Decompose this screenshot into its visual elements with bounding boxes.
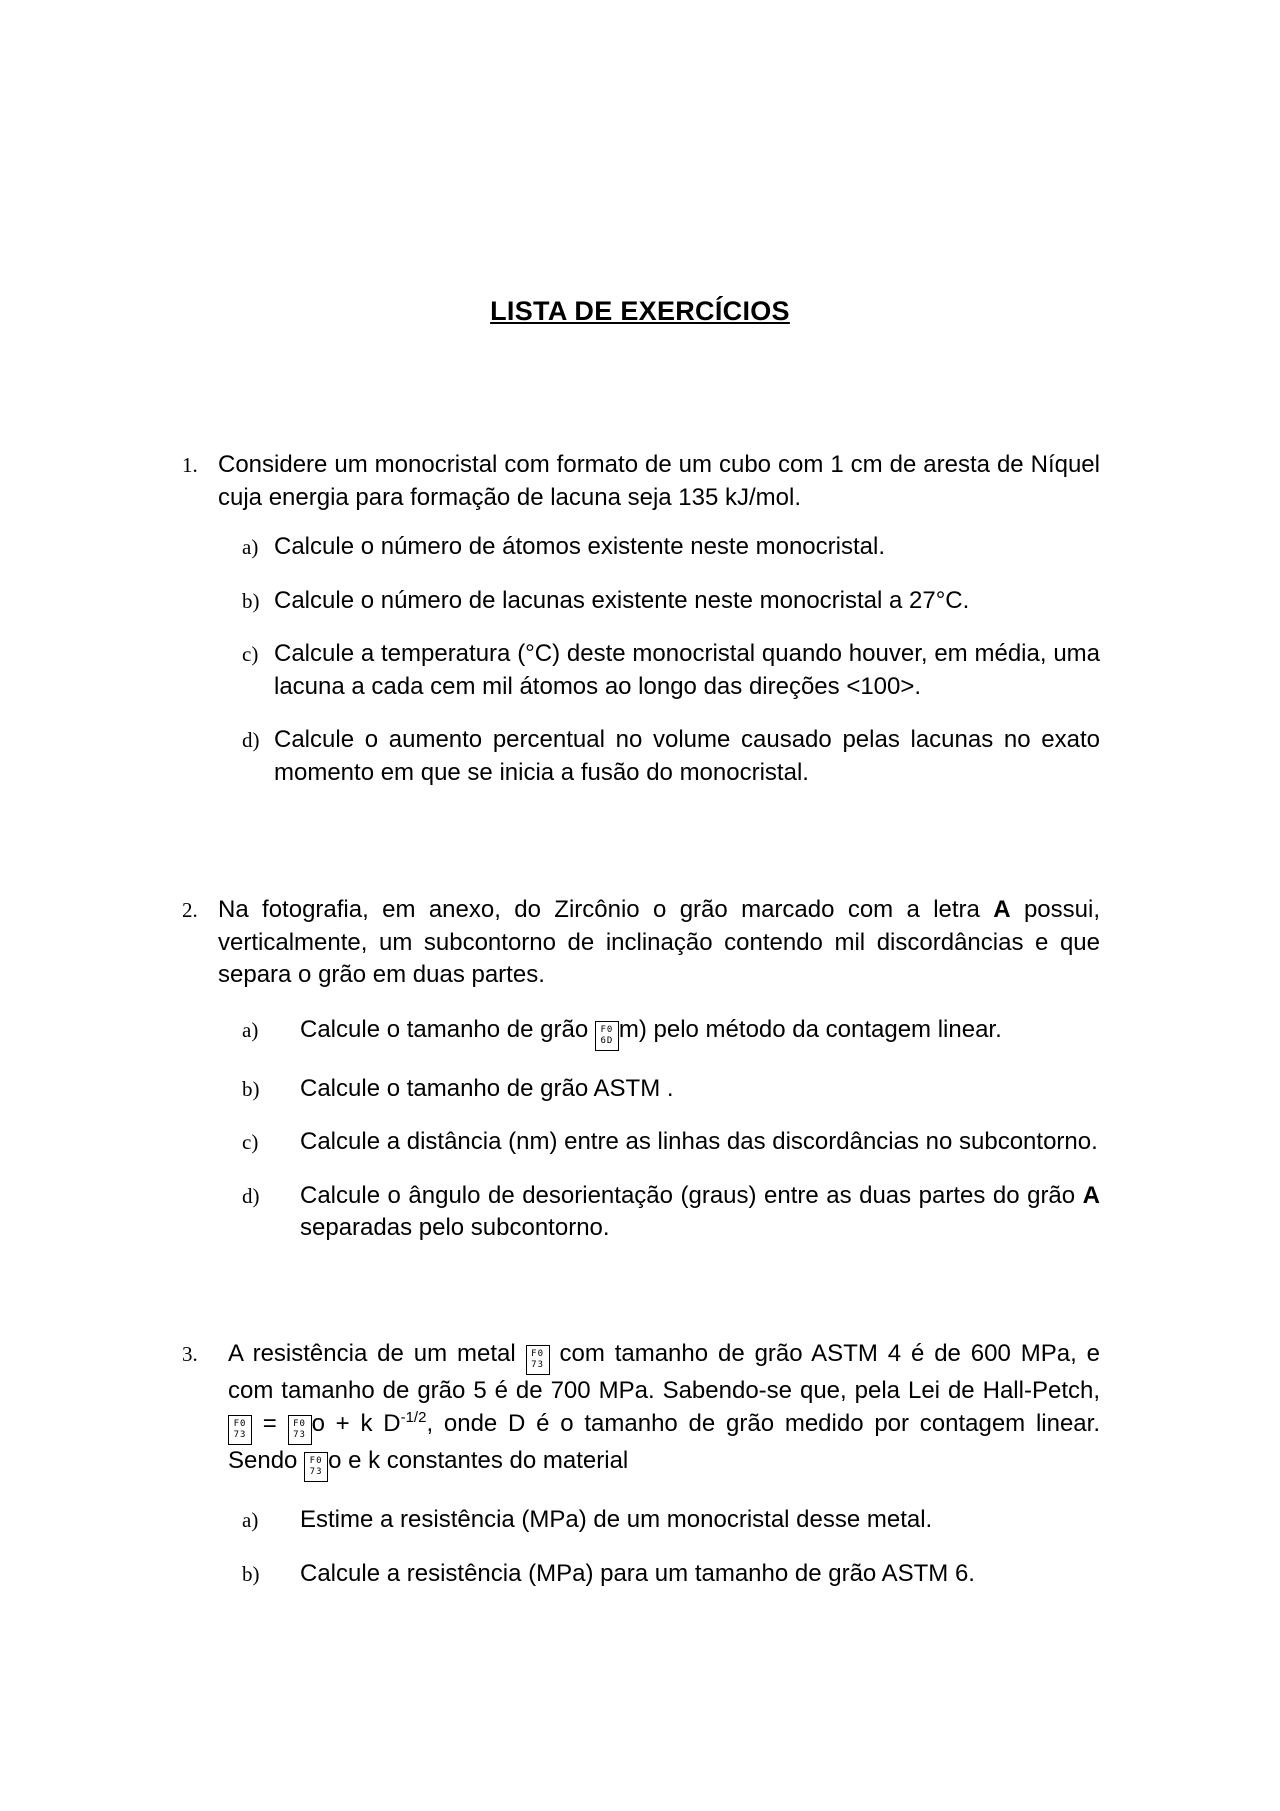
question-text: Considere um monocristal com formato de um cubo com 1 cm de aresta de Níquel cuja energia para formação de lacuna seja 135 kJ/mol.	[218, 451, 1100, 511]
item-letter: b)	[242, 1076, 260, 1101]
question-text	[228, 1338, 1100, 1482]
list-item	[242, 531, 1100, 564]
item-letter: c)	[242, 642, 259, 666]
list-item	[242, 724, 1100, 789]
item-text: Calcule o tamanho de grão ASTM .	[300, 1074, 674, 1102]
bold-run: A	[1082, 1181, 1100, 1209]
item-letter: a)	[242, 1507, 259, 1532]
text-run: Calcule o ângulo de desorientação (graus) entre as duas partes do grão	[300, 1181, 1083, 1209]
list-item	[242, 1558, 1100, 1591]
item-letter: d)	[242, 728, 260, 752]
missing-glyph-icon: F0 73	[288, 1415, 312, 1445]
list-item	[242, 1014, 1100, 1051]
item-text: Calcule a distância (nm) entre as linhas das discordâncias no subcontorno.	[300, 1128, 1098, 1155]
superscript: -1/2	[400, 1408, 427, 1426]
item-text	[300, 1180, 1100, 1245]
page-title: LISTA DE EXERCÍCIOS	[490, 296, 790, 326]
question-1	[182, 449, 1100, 789]
item-letter: b)	[242, 588, 260, 613]
text-run: =	[252, 1409, 288, 1437]
list-item	[242, 1504, 1100, 1537]
question-text	[218, 894, 1100, 992]
text-run: o e k constantes do material	[328, 1446, 629, 1474]
item-text: Calcule o aumento percentual no volume causado pelas lacunas no exato momento em que se inicia a fusão do monocristal.	[274, 726, 1100, 786]
bold-run: A	[993, 896, 1011, 923]
text-run: com tamanho de grão ASTM 4 é de 600 MPa, e com tamanho de grão 5 é de 700 MPa. Sabendo-se que, pela Lei de Hall-Petch,	[228, 1340, 1100, 1404]
text-run: , onde D é o tamanho de grão medido por contagem linear. Sendo	[228, 1409, 1100, 1474]
item-letter: d)	[242, 1183, 260, 1208]
item-text: Calcule o número de átomos existente neste monocristal.	[274, 533, 885, 560]
question-2	[182, 894, 1100, 1245]
text-run: separadas pelo subcontorno.	[300, 1214, 610, 1241]
list-item	[242, 1126, 1100, 1159]
text-run: Na fotografia, em anexo, do Zircônio o grão marcado com a letra	[218, 896, 994, 923]
item-text: Estime a resistência (MPa) de um monocristal desse metal.	[300, 1505, 933, 1533]
question-number: 3.	[182, 1342, 198, 1366]
item-letter: b)	[242, 1562, 260, 1586]
missing-glyph-icon: F0 6D	[595, 1021, 619, 1051]
missing-glyph-icon: F0 73	[304, 1452, 328, 1482]
list-item	[242, 1073, 1100, 1106]
list-item	[242, 585, 1100, 618]
item-letter: a)	[242, 535, 259, 559]
text-run: Calcule o tamanho de grão	[300, 1015, 595, 1043]
missing-glyph-icon: F0 73	[526, 1345, 550, 1375]
list-item	[242, 638, 1100, 703]
item-text: Calcule a resistência (MPa) para um tamanho de grão ASTM 6.	[300, 1560, 975, 1587]
text-run: m) pelo método da contagem linear.	[618, 1015, 1002, 1043]
text-run: o + k D	[311, 1409, 401, 1437]
text-run: A resistência de um metal	[228, 1340, 526, 1367]
item-text: Calcule o número de lacunas existente neste monocristal a 27°C.	[274, 586, 970, 614]
item-letter: a)	[242, 1017, 259, 1042]
list-item	[242, 1180, 1100, 1245]
text-run: possui, verticalmente, um subcontorno de inclinação contendo mil discordâncias e que separa o grão em duas partes.	[218, 896, 1101, 988]
question-number: 2.	[182, 898, 198, 922]
item-text	[300, 1014, 1100, 1051]
item-text: Calcule a temperatura (°C) deste monocristal quando houver, em média, uma lacuna a cada cem mil átomos ao longo das direções <100>.	[274, 640, 1100, 700]
question-3	[182, 1338, 1100, 1591]
question-number: 1.	[182, 453, 198, 477]
item-letter: c)	[242, 1130, 259, 1154]
missing-glyph-icon: F0 73	[228, 1415, 252, 1445]
